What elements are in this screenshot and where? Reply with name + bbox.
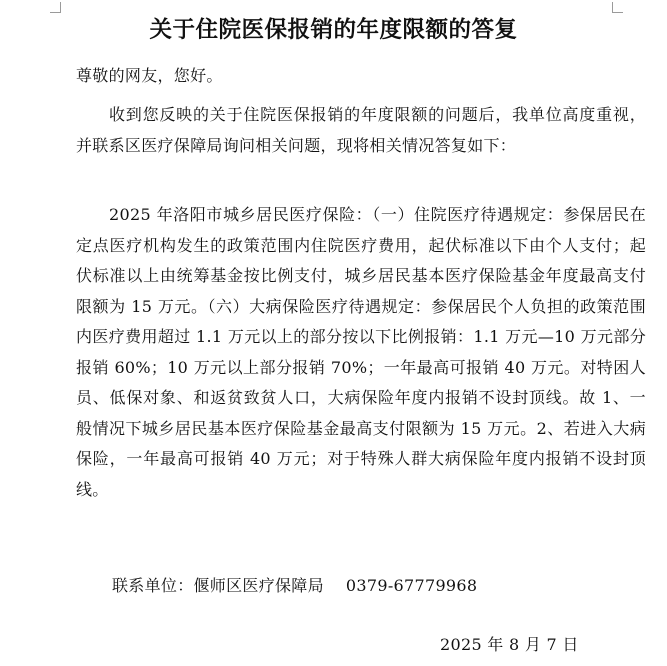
paragraph-policy: 2025 年洛阳市城乡居民医疗保险：（一）住院医疗待遇规定：参保居民在定点医疗机构发生的政策范围内住院医疗费用，起伏标准以下由个人支付；起伏标准以上由统筹基金按比例支付，城乡居民基本医疗保险基金年度最高支付限额为 15 万元。（六）大病保险医疗待遇规定：参保居民个人负担的政策范围内医疗费用超过 1.1 万元以上的部分按以下比例报销：1.1 万元—10 万元部分报销 60%；10 万元以上部分报销 70%；一年最高可报销 40 万元。对特困人员、低保对象、和返贫致贫人口，大病保险年度内报销不设封顶线。故 1、一般情况下城乡居民基本医疗保险基金最高支付限额为 15 万元。2、若进入大病保险，一年最高可报销 40 万元；对于特殊人群大病保险年度内报销不设封顶线。 <box>76 205 646 499</box>
document-title: 关于住院医保报销的年度限额的答复 <box>149 17 518 43</box>
contact-phone: 0379-67779968 <box>345 576 478 595</box>
paragraph-intro: 收到您反映的关于住院医保报销的年度限额的问题后，我单位高度重视，并联系区医疗保障局询问相关问题，现将相关情况答复如下： <box>76 105 646 155</box>
contact-unit: 联系单位：偃师区医疗保障局 <box>112 576 324 595</box>
reply-date: 2025 年 8 月 7 日 <box>440 635 579 654</box>
contact-line <box>112 573 477 596</box>
salutation: 尊敬的网友，您好。 <box>76 66 223 85</box>
